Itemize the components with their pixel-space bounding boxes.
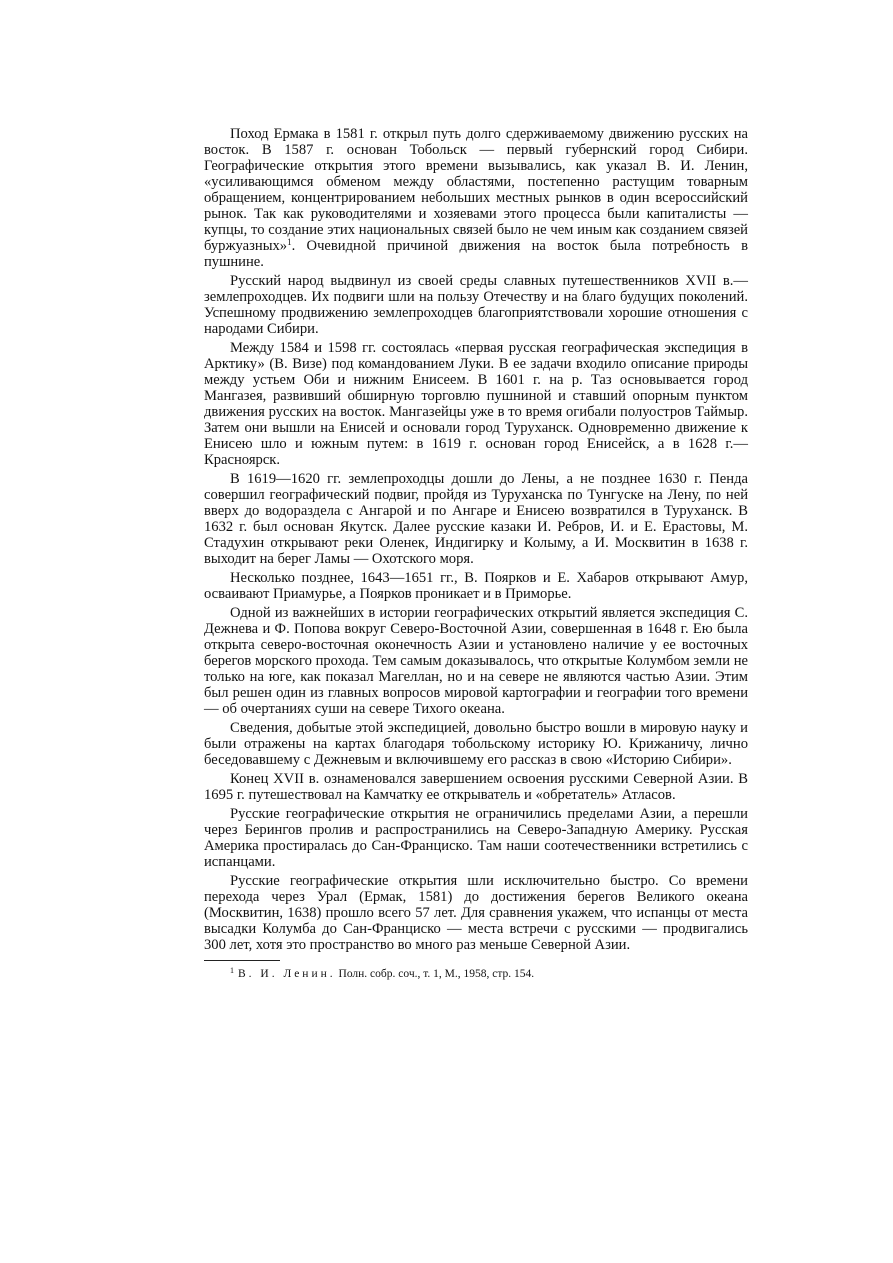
page-body	[204, 126, 748, 981]
footnote-text: Полн. собр. соч., т. 1, М., 1958, стр. 154.	[335, 968, 535, 980]
paragraph-1-tail: . Очевидной причиной движения на восток была потребность в пушнине.	[204, 238, 748, 270]
footnote-ref-1[interactable]: 1	[287, 237, 292, 247]
footnote-author: В. И. Ленин.	[238, 968, 336, 980]
paragraph-3: Между 1584 и 1598 гг. состоялась «первая русская географическая экспедиция в Арктику» (В. Визе) под командованием Луки. В ее задачи входило описание природы между устьем Оби и нижним Енисеем. В 1601 г. на р. Таз основывается город Мангазея, развивший обширную торговлю пушниной и ставший опорным пунктом движения русских на восток. Мангазейцы уже в то время огибали полуостров Таймыр. Затем они вышли на Енисей и основали город Туруханск. Одновременно движение к Енисею шло и южным путем: в 1619 г. основан город Енисейск, а в 1628 г.— Красноярск.	[204, 340, 748, 468]
paragraph-4: В 1619—1620 гг. землепроходцы дошли до Лены, а не позднее 1630 г. Пенда совершил географический подвиг, пройдя из Туруханска по Тунгуске на Лену, по ней вверх до водораздела с Ангарой и по Ангаре и Енисею возвратился в Туруханск. В 1632 г. был основан Якутск. Далее русские казаки И. Ребров, И. и Е. Ерастовы, М. Стадухин открывают реки Оленек, Индигирку и Колыму, а И. Москвитин в 1638 г. выходит на берег Ламы — Охотского моря.	[204, 471, 748, 567]
footnote-1	[204, 967, 748, 981]
paragraph-6: Одной из важнейших в истории географических открытий является экспедиция С. Дежнева и Ф. Попова вокруг Северо-Восточной Азии, совершенная в 1648 г. Ею была открыта северо-восточная оконечность Азии и установлено наличие у ее восточных берегов морского прохода. Тем самым доказывалось, что открытые Колумбом земли не только на юге, как показал Магеллан, но и на севере не являются частью Азии. Этим был решен один из главных вопросов мировой картографии и географии того времени — об очертаниях суши на севере Тихого океана.	[204, 605, 748, 717]
paragraph-9: Русские географические открытия не ограничились пределами Азии, а перешли через Берингов пролив и распространились на Северо-Западную Америку. Русская Америка простиралась до Сан-Франциско. Там наши соотечественники встретились с испанцами.	[204, 806, 748, 870]
footnote-mark: 1	[230, 966, 234, 975]
paragraph-7: Сведения, добытые этой экспедицией, довольно быстро вошли в мировую науку и были отражены на картах благодаря тобольскому историку Ю. Крижаничу, лично беседовавшему с Дежневым и включившему его рассказ в свою «Историю Сибири».	[204, 720, 748, 768]
paragraph-2: Русский народ выдвинул из своей среды славных путешественников XVII в.— землепроходцев. Их подвиги шли на пользу Отечеству и на благо будущих поколений. Успешному продвижению землепроходцев благоприятствовали хорошие отношения с народами Сибири.	[204, 273, 748, 337]
paragraph-8: Конец XVII в. ознаменовался завершением освоения русскими Северной Азии. В 1695 г. путешествовал на Камчатку ее открыватель и «обретатель» Атласов.	[204, 771, 748, 803]
footnote-divider	[204, 960, 280, 961]
paragraph-1-text: Поход Ермака в 1581 г. открыл путь долго сдерживаемому движению русских на восток. В 1587 г. основан Тобольск — первый губернский город Сибири. Географические открытия этого времени вызывались, как указал В. И. Ленин, «усиливающимся обменом между областями, постепенно растущим товарным обращением, концентрированием небольших местных рынков в один всероссийский рынок. Так как руководителями и хозяевами этого процесса были капиталисты — купцы, то создание этих национальных связей было не чем иным как созданием связей буржуазных»	[204, 126, 748, 254]
paragraph-10: Русские географические открытия шли исключительно быстро. Со времени перехода через Урал (Ермак, 1581) до достижения берегов Великого океана (Москвитин, 1638) прошло всего 57 лет. Для сравнения укажем, что испанцы от места высадки Колумба до Сан-Франциско — места встречи с русскими — продвигались 300 лет, хотя это пространство во много раз меньше Северной Азии.	[204, 873, 748, 953]
paragraph-1	[204, 126, 748, 270]
paragraph-5: Несколько позднее, 1643—1651 гг., В. Поярков и Е. Хабаров открывают Амур, осваивают Приамурье, а Поярков проникает и в Приморье.	[204, 570, 748, 602]
